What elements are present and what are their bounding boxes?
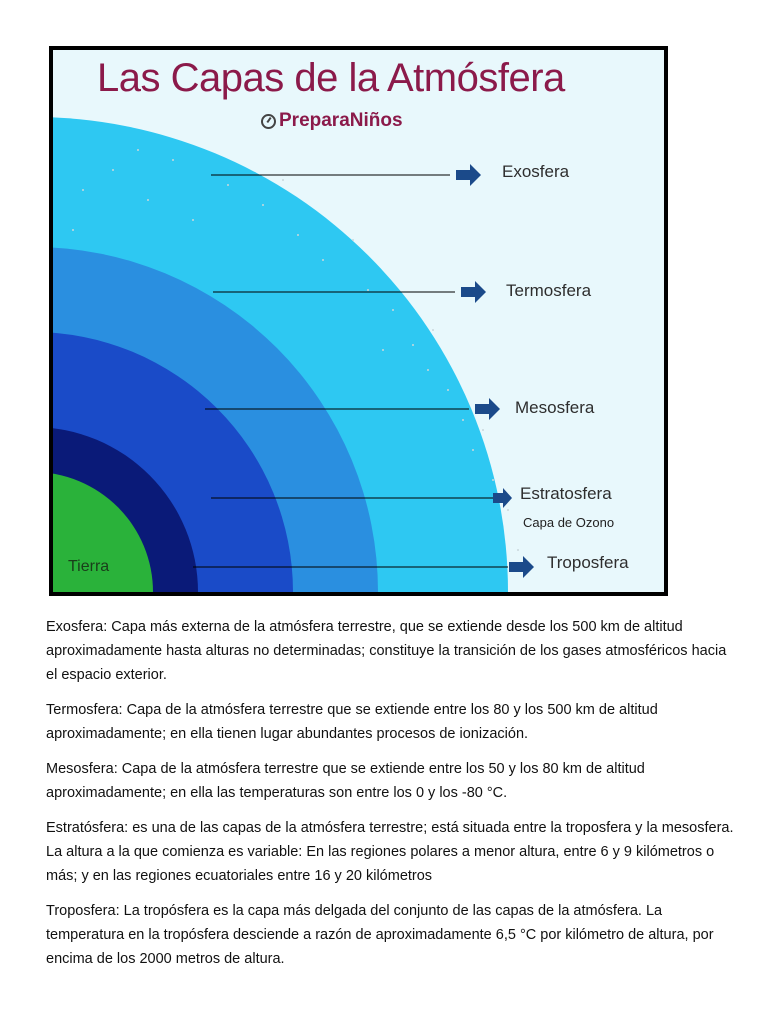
- brand-logo: [261, 110, 403, 132]
- layer-descriptions: [46, 615, 736, 982]
- ozone-label: Capa de Ozono: [523, 515, 615, 530]
- description-text: es una de las capas de la atmósfera terrestre; está situada entre la troposfera y la mesosfera. La altura a la que comienza es variable: En las regiones polares a menor altura, entre 6 y 9 kilómetros o más; y en las regiones ecuatoriales entre 16 y 20 kilómetros: [46, 820, 734, 884]
- description-termosfera: [46, 698, 736, 746]
- description-term: Exosfera:: [46, 619, 108, 635]
- description-exosfera: [46, 615, 736, 687]
- description-text: Capa de la atmósfera terrestre que se extiende entre los 80 y los 500 km de altitud aproximadamente; en ella tienen lugar abundantes procesos de ionización.: [46, 702, 658, 742]
- description-term: Troposfera:: [46, 903, 120, 919]
- description-term: Mesosfera:: [46, 761, 118, 777]
- clock-icon: [261, 114, 276, 129]
- description-troposfera: [46, 899, 736, 971]
- troposfera-label: Troposfera: [547, 553, 629, 572]
- description-mesosfera: [46, 757, 736, 805]
- diagram-title: Las Capas de la Atmósfera: [97, 56, 565, 100]
- description-text: Capa más externa de la atmósfera terrestre, que se extiende desde los 500 km de altitud aproximadamente hasta alturas no determinadas; constituye la transición de los gases atmosféricos hacia el espacio exterior.: [46, 619, 727, 683]
- exosfera-label: Exosfera: [502, 162, 570, 181]
- description-term: Estratósfera:: [46, 820, 129, 836]
- description-text: Capa de la atmósfera terrestre que se extiende entre los 50 y los 80 km de altitud aproximadamente; en ella las temperaturas son entre los 0 y los -80 °C.: [46, 761, 645, 801]
- description-text: La tropósfera es la capa más delgada del conjunto de las capas de la atmósfera. La temperatura en la tropósfera desciende a razón de aproximadamente 6,5 °C por kilómetro de altura, por encima de los 2000 metros de altura.: [46, 903, 714, 967]
- description-term: Termosfera:: [46, 702, 123, 718]
- termosfera-label: Termosfera: [506, 281, 592, 300]
- brand-name: PreparaNiños: [279, 110, 403, 131]
- description-estratosfera: [46, 816, 736, 888]
- earth-label: Tierra: [68, 558, 110, 575]
- mesosfera-label: Mesosfera: [515, 398, 595, 417]
- estratosfera-label: Estratosfera: [520, 484, 612, 503]
- atmosphere-diagram: [49, 46, 668, 596]
